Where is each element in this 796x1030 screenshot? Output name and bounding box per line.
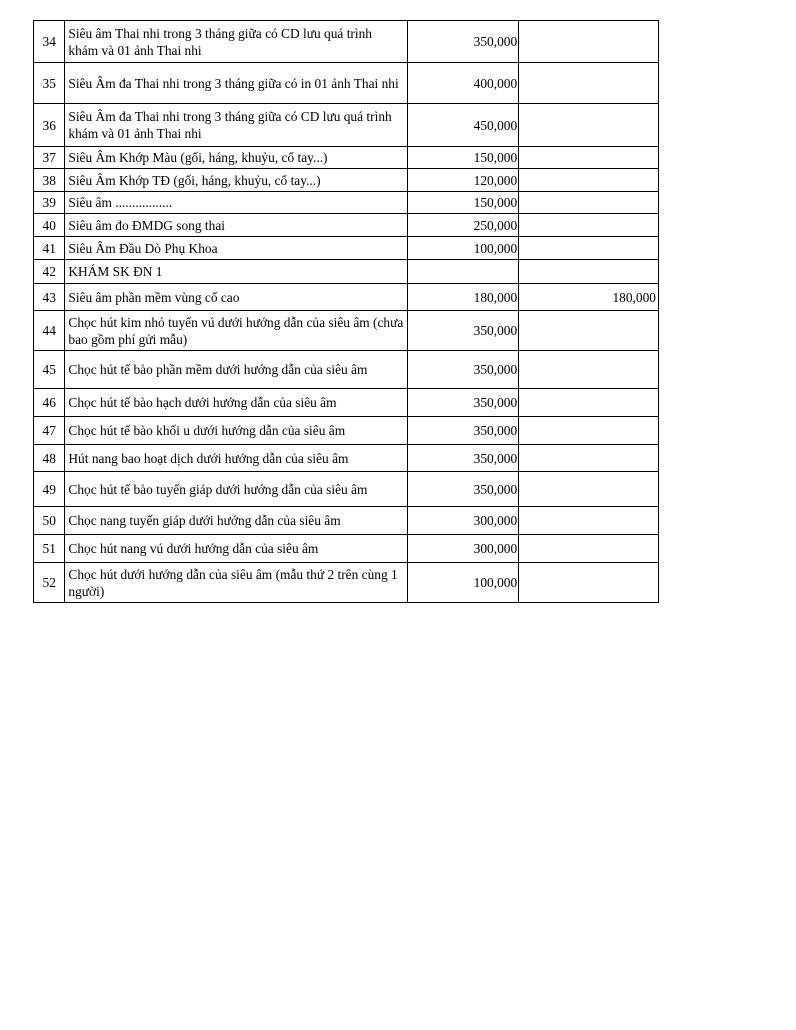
extra-amount (519, 63, 659, 104)
row-number: 51 (34, 535, 65, 563)
extra-amount (519, 21, 659, 63)
service-name: Chọc hút tế bào khối u dưới hướng dẫn của siêu âm (65, 417, 407, 445)
extra-amount (519, 311, 659, 351)
service-name: Siêu Âm Đầu Dò Phụ Khoa (65, 237, 407, 260)
service-price: 350,000 (407, 445, 518, 472)
service-name: Siêu âm phần mềm vùng cổ cao (65, 284, 407, 311)
service-price: 350,000 (407, 311, 518, 351)
row-number: 38 (34, 169, 65, 192)
service-price: 450,000 (407, 104, 518, 147)
table-row (34, 311, 659, 351)
service-price: 250,000 (407, 214, 518, 237)
table-row (34, 351, 659, 389)
extra-amount (519, 417, 659, 445)
service-name: Siêu âm ................. (65, 192, 407, 214)
extra-amount (519, 192, 659, 214)
extra-amount (519, 535, 659, 563)
row-number: 45 (34, 351, 65, 389)
table-row (34, 21, 659, 63)
extra-amount (519, 147, 659, 169)
table-row (34, 169, 659, 192)
table-row (34, 192, 659, 214)
table-row (34, 417, 659, 445)
price-list-table (33, 20, 659, 603)
service-price (407, 260, 518, 284)
row-number: 36 (34, 104, 65, 147)
service-name: Siêu Âm đa Thai nhi trong 3 tháng giữa có CD lưu quá trình khám và 01 ảnh Thai nhi (65, 104, 407, 147)
service-name: KHÁM SK ĐN 1 (65, 260, 407, 284)
service-price: 100,000 (407, 563, 518, 603)
extra-amount (519, 260, 659, 284)
service-name: Chọc hút tế bào tuyến giáp dưới hướng dẫn của siêu âm (65, 472, 407, 507)
service-price: 180,000 (407, 284, 518, 311)
table-row (34, 147, 659, 169)
service-name: Siêu âm Thai nhi trong 3 tháng giữa có CD lưu quá trình khám và 01 ảnh Thai nhi (65, 21, 407, 63)
table-row (34, 237, 659, 260)
row-number: 40 (34, 214, 65, 237)
extra-amount (519, 351, 659, 389)
extra-amount (519, 472, 659, 507)
extra-amount (519, 104, 659, 147)
table-row (34, 472, 659, 507)
service-name: Chọc hút kim nhỏ tuyến vú dưới hướng dẫn của siêu âm (chưa bao gồm phí gửi mẫu) (65, 311, 407, 351)
service-price: 120,000 (407, 169, 518, 192)
table-row (34, 63, 659, 104)
row-number: 35 (34, 63, 65, 104)
row-number: 42 (34, 260, 65, 284)
service-name: Siêu Âm Khớp TĐ (gối, háng, khuỷu, cổ tay...) (65, 169, 407, 192)
row-number: 47 (34, 417, 65, 445)
service-price: 300,000 (407, 507, 518, 535)
table-row (34, 104, 659, 147)
service-price: 350,000 (407, 21, 518, 63)
row-number: 46 (34, 389, 65, 417)
row-number: 37 (34, 147, 65, 169)
service-price: 350,000 (407, 417, 518, 445)
service-name: Chọc hút tế bào phần mềm dưới hướng dẫn của siêu âm (65, 351, 407, 389)
row-number: 52 (34, 563, 65, 603)
price-list-body (34, 21, 659, 603)
service-price: 300,000 (407, 535, 518, 563)
table-row (34, 535, 659, 563)
extra-amount (519, 389, 659, 417)
service-name: Chọc hút nang vú dưới hướng dẫn của siêu âm (65, 535, 407, 563)
row-number: 50 (34, 507, 65, 535)
extra-amount: 180,000 (519, 284, 659, 311)
service-name: Hút nang bao hoạt dịch dưới hướng dẫn của siêu âm (65, 445, 407, 472)
service-price: 350,000 (407, 472, 518, 507)
table-row (34, 214, 659, 237)
service-name: Chọc hút tế bào hạch dưới hướng dẫn của siêu âm (65, 389, 407, 417)
service-price: 100,000 (407, 237, 518, 260)
row-number: 49 (34, 472, 65, 507)
service-price: 150,000 (407, 192, 518, 214)
extra-amount (519, 445, 659, 472)
table-row (34, 507, 659, 535)
extra-amount (519, 507, 659, 535)
service-name: Chọc hút dưới hướng dẫn của siêu âm (mẫu thứ 2 trên cùng 1 người) (65, 563, 407, 603)
table-row (34, 284, 659, 311)
table-row (34, 260, 659, 284)
service-name: Siêu Âm Khớp Màu (gối, háng, khuỷu, cổ tay...) (65, 147, 407, 169)
table-row (34, 389, 659, 417)
extra-amount (519, 237, 659, 260)
row-number: 41 (34, 237, 65, 260)
table-row (34, 563, 659, 603)
extra-amount (519, 214, 659, 237)
row-number: 48 (34, 445, 65, 472)
row-number: 34 (34, 21, 65, 63)
extra-amount (519, 563, 659, 603)
extra-amount (519, 169, 659, 192)
service-name: Chọc nang tuyến giáp dưới hướng dẫn của siêu âm (65, 507, 407, 535)
service-price: 350,000 (407, 351, 518, 389)
row-number: 43 (34, 284, 65, 311)
row-number: 44 (34, 311, 65, 351)
service-price: 350,000 (407, 389, 518, 417)
row-number: 39 (34, 192, 65, 214)
service-price: 400,000 (407, 63, 518, 104)
table-row (34, 445, 659, 472)
service-name: Siêu âm đo ĐMDG song thai (65, 214, 407, 237)
service-price: 150,000 (407, 147, 518, 169)
service-name: Siêu Âm đa Thai nhi trong 3 tháng giữa có in 01 ảnh Thai nhi (65, 63, 407, 104)
